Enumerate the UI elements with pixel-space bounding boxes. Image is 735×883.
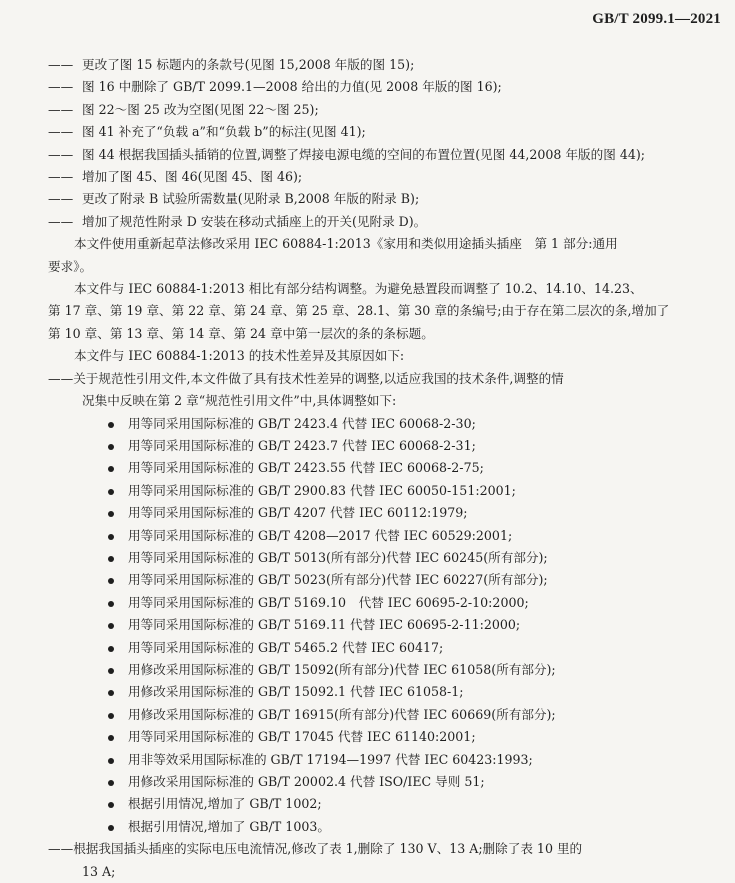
bullet-text: 用修改采用国际标准的 GB/T 16915(所有部分)代替 IEC 60669(所有部分); — [128, 706, 556, 722]
bullet-dot-icon — [108, 489, 114, 495]
change-item-text: 图 22～图 25 改为空图(见图 22～图 25); — [82, 101, 319, 117]
bullet-dot-icon — [108, 422, 114, 428]
bullet-text: 根据引用情况,增加了 GB/T 1003。 — [128, 818, 330, 834]
change-item: —— 增加了规范性附录 D 安装在移动式插座上的开关(见附录 D)。 — [48, 213, 427, 229]
bullet-text: 用修改采用国际标准的 GB/T 15092.1 代替 IEC 61058-1; — [128, 684, 464, 700]
normref-item: ——关于规范性引用文件,本文件做了具有技术性差异的调整,以适应我国的技术条件,调整的情 — [48, 370, 564, 386]
bullet-text: 用等同采用国际标准的 GB/T 5169.11 代替 IEC 60695-2-11:2000; — [128, 617, 521, 633]
bullet-item — [48, 816, 688, 838]
bullet-item — [48, 659, 688, 681]
bullet-item — [48, 614, 688, 636]
change-item-text: 更改了图 15 标题内的条款号(见图 15,2008 年版的图 15); — [82, 57, 415, 72]
bullet-text: 用修改采用国际标准的 GB/T 20002.4 代替 ISO/IEC 导则 51; — [128, 774, 485, 789]
bullet-item — [48, 681, 688, 703]
change-item: —— 增加了图 45、图 46(见图 45、图 46); — [48, 169, 303, 185]
paragraph-structure-cont2: 第 10 章、第 13 章、第 14 章、第 24 章中第一层次的条的条标题。 — [48, 325, 434, 341]
bullet-dot-icon — [108, 713, 114, 719]
bullet-dot-icon — [108, 466, 114, 472]
bullet-dot-icon — [108, 735, 114, 741]
change-item-text: 图 16 中删除了 GB/T 2099.1—2008 给出的力值(见 2008 年版的图 16); — [82, 79, 502, 95]
change-item-text: 图 41 补充了“负载 a”和“负载 b”的标注(见图 41); — [82, 124, 366, 140]
bullet-item — [48, 704, 688, 726]
bullet-text: 用等同采用国际标准的 GB/T 2423.7 代替 IEC 60068-2-31; — [128, 437, 476, 453]
changes-list — [48, 54, 688, 233]
bullet-item — [48, 480, 688, 502]
bullet-dot-icon — [108, 623, 114, 629]
bullet-text: 用等同采用国际标准的 GB/T 2423.4 代替 IEC 60068-2-30; — [128, 415, 476, 431]
bullet-item — [48, 569, 688, 591]
bullet-item — [48, 592, 688, 614]
bullet-item — [48, 726, 688, 748]
bullet-dot-icon — [108, 825, 114, 831]
bullet-text: 用等同采用国际标准的 GB/T 2423.55 代替 IEC 60068-2-75; — [128, 460, 484, 476]
bullet-dot-icon — [108, 556, 114, 562]
bullet-dot-icon — [108, 668, 114, 674]
bullet-text: 用等同采用国际标准的 GB/T 5013(所有部分)代替 IEC 60245(所有部分); — [128, 549, 548, 565]
table-change-text: 根据我国插头插座的实际电压电流情况,修改了表 1,删除了 130 V、13 A;删除了表 10 里的 — [73, 841, 583, 857]
bullet-text: 根据引用情况,增加了 GB/T 1002; — [128, 796, 322, 812]
paragraph-adoption: 本文件使用重新起草法修改采用 IEC 60884-1:2013《家用和类似用途插头插座 第 1 部分:通用 — [74, 236, 618, 252]
bullet-dot-icon — [108, 511, 114, 517]
bullet-dot-icon — [108, 578, 114, 584]
change-item: —— 图 44 根据我国插头插销的位置,调整了焊接电源电缆的空间的布置位置(见图 44,2008 年版的图 44); — [48, 146, 645, 162]
paragraph-tech-diff: 本文件与 IEC 60884-1:2013 的技术性差异及其原因如下: — [74, 348, 405, 364]
bullet-list — [48, 413, 688, 839]
normref-item-cont: 况集中反映在第 2 章“规范性引用文件”中,具体调整如下: — [82, 393, 397, 409]
bullet-item — [48, 502, 688, 524]
bullet-dot-icon — [108, 690, 114, 696]
bullet-text: 用非等效采用国际标准的 GB/T 17194—1997 代替 IEC 60423:1993; — [128, 751, 533, 767]
bullet-text: 用等同采用国际标准的 GB/T 4207 代替 IEC 60112:1979; — [128, 505, 468, 521]
bullet-dot-icon — [108, 802, 114, 808]
bullet-dot-icon — [108, 601, 114, 607]
change-item: —— 图 22～图 25 改为空图(见图 22～图 25); — [48, 101, 319, 117]
change-item-text: 增加了规范性附录 D 安装在移动式插座上的开关(见附录 D)。 — [82, 213, 427, 229]
paragraph-structure: 本文件与 IEC 60884-1:2013 相比有部分结构调整。为避免悬置段而调整了 10.2、14.10、14.23、 — [74, 281, 643, 297]
change-item: —— 图 16 中删除了 GB/T 2099.1—2008 给出的力值(见 2008 年版的图 16); — [48, 79, 502, 95]
bullet-text: 用修改采用国际标准的 GB/T 15092(所有部分)代替 IEC 61058(所有部分); — [128, 661, 556, 677]
standard-number-header: GB/T 2099.1—2021 — [592, 11, 721, 27]
table-change-item: ——根据我国插头插座的实际电压电流情况,修改了表 1,删除了 130 V、13 A;删除了表 10 里的 — [48, 841, 583, 857]
bullet-dot-icon — [108, 646, 114, 652]
change-item-text: 图 44 根据我国插头插销的位置,调整了焊接电源电缆的空间的布置位置(见图 44,2008 年版的图 44); — [82, 146, 645, 162]
bullet-item — [48, 749, 688, 771]
bullet-dot-icon — [108, 534, 114, 540]
bullet-item — [48, 413, 688, 435]
table-change-item-cont: 13 A; — [82, 863, 116, 879]
bullet-item — [48, 637, 688, 659]
change-item-text: 更改了附录 B 试验所需数量(见附录 B,2008 年版的附录 B); — [82, 191, 420, 207]
bullet-dot-icon — [108, 444, 114, 450]
bullet-item — [48, 435, 688, 457]
bullet-text: 用等同采用国际标准的 GB/T 4208—2017 代替 IEC 60529:2001; — [128, 527, 513, 543]
bullet-item — [48, 547, 688, 569]
bullet-item — [48, 771, 688, 793]
change-item: —— 图 41 补充了“负载 a”和“负载 b”的标注(见图 41); — [48, 124, 366, 140]
bullet-text: 用等同采用国际标准的 GB/T 5465.2 代替 IEC 60417; — [128, 639, 444, 655]
document-body — [48, 54, 688, 883]
bullet-item — [48, 525, 688, 547]
bullet-dot-icon — [108, 758, 114, 764]
bullet-text: 用等同采用国际标准的 GB/T 17045 代替 IEC 61140:2001; — [128, 729, 476, 745]
normref-text: 关于规范性引用文件,本文件做了具有技术性差异的调整,以适应我国的技术条件,调整的情 — [73, 370, 564, 386]
bullet-text: 用等同采用国际标准的 GB/T 5023(所有部分)代替 IEC 60227(所有部分); — [128, 572, 548, 588]
change-item: —— 更改了图 15 标题内的条款号(见图 15,2008 年版的图 15); — [48, 57, 415, 72]
paragraph-adoption-cont: 要求》。 — [48, 258, 93, 274]
bullet-text: 用等同采用国际标准的 GB/T 5169.10 代替 IEC 60695-2-10:2000; — [128, 594, 529, 610]
paragraph-structure-cont: 第 17 章、第 19 章、第 22 章、第 24 章、第 25 章、28.1、第 30 章的条编号;由于存在第二层次的条,增加了 — [48, 303, 670, 319]
bullet-item — [48, 457, 688, 479]
bullet-dot-icon — [108, 780, 114, 786]
change-item-text: 增加了图 45、图 46(见图 45、图 46); — [82, 169, 303, 185]
change-item: —— 更改了附录 B 试验所需数量(见附录 B,2008 年版的附录 B); — [48, 191, 420, 207]
bullet-text: 用等同采用国际标准的 GB/T 2900.83 代替 IEC 60050-151:2001; — [128, 482, 516, 498]
bullet-item — [48, 793, 688, 815]
